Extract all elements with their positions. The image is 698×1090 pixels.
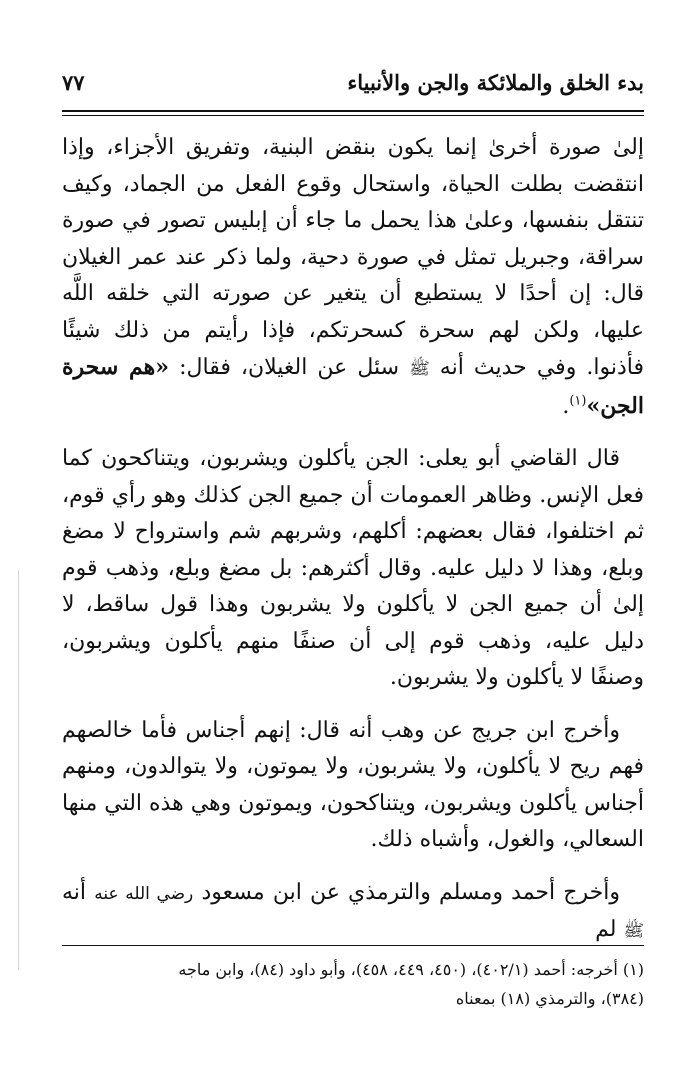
main-text xyxy=(62,130,644,966)
paragraph-text: أنه xyxy=(62,879,95,905)
footnote-line-1: (١) أخرجه: أحمد (٤٠٢/١)، (٤٥٠، ٤٤٩، ٤٥٨)، وأبو داود (٨٤)، وابن ماجه xyxy=(178,960,644,979)
paragraph-2: قال القاضي أبو يعلى: الجن يأكلون ويشربون، ويتناكحون كما فعل الإنس. وظاهر العمومات أن جميع الجن كذلك وهو رأي قوم، ثم اختلفوا، فقال بعضهم: أكلهم، وشربهم شم واسترواح لا مضغ وبلع، وهذا لا دليل عليه. وقال أكثرهم: بل مضغ وبلع، وذهب قوم إلىٰ أن جميع الجن لا يأكلون ولا يشربون وهذا قول ساقط، لا دليل عليه، وذهب قوم إلى أن صنفًا منهم يأكلون ويشربون، وصنفًا لا يأكلون ولا يشربون. xyxy=(62,446,644,690)
running-header xyxy=(62,70,644,100)
paragraph-text: سئل عن الغيلان، فقال: xyxy=(169,355,410,380)
header-rule-thick xyxy=(62,110,644,112)
footnote-rule xyxy=(62,945,644,946)
paragraph-1 xyxy=(62,130,644,425)
paragraph-text: لم xyxy=(595,917,624,942)
footnote-line-2: (٣٨٤)، والترمذي (١٨) بمعناه xyxy=(455,989,644,1008)
paragraph-4 xyxy=(62,875,644,950)
paragraph-text: وأخرج أحمد ومسلم والترمذي عن ابن مسعود xyxy=(193,879,620,905)
paragraph-text: . xyxy=(562,393,570,419)
scan-margin-line xyxy=(18,570,19,970)
paragraph-text: إلىٰ صورة أخرىٰ إنما يكون بنقض البنية، وتفريق الأجزاء، وإذا انتقضت بطلت الحياة، واستحال وقوع الفعل من الجماد، وكيف تنتقل بنفسها، وعلىٰ هذا يحمل ما جاء أن إبليس تصور في صورة سراقة، وجبريل تمثل في صورة دحية، ولما ذكر عند عمر الغيلان قال: إن أحدًا لا يستطيع أن يتغير عن صورته التي خلقه اللَّه عليها، ولكن لهم سحرة كسحرتكم، فإذا رأيتم من ذلك شيئًا فأذنوا. وفي حديث أنه xyxy=(62,135,644,380)
footnote-marker: (١) xyxy=(569,393,587,409)
salla-honorific-glyph: ﷺ xyxy=(623,921,644,941)
page-number: ٧٧ xyxy=(62,70,85,95)
paragraph-3: وأخرج ابن جريج عن وهب أنه قال: إنهم أجناس فأما خالصهم فهم ريح لا يأكلون، ولا يشربون، ولا يموتون، ولا يتوالدون، ومنهم أجناس يأكلون ويشربون، ويتناكحون، ويموتون وهي هذه التي منها السعالي، والغول، وأشباه ذلك. xyxy=(61,717,644,852)
hadith-quote: «هم سحرة الجن» xyxy=(62,354,644,419)
chapter-title: بدء الخلق والملائكة والجن والأنبياء xyxy=(347,70,644,95)
radiallahu-honorific: رضي الله عنه xyxy=(94,883,194,904)
salla-honorific-glyph: ﷺ xyxy=(409,359,430,379)
footnote xyxy=(62,955,644,1013)
header-rule-thin xyxy=(62,115,644,116)
